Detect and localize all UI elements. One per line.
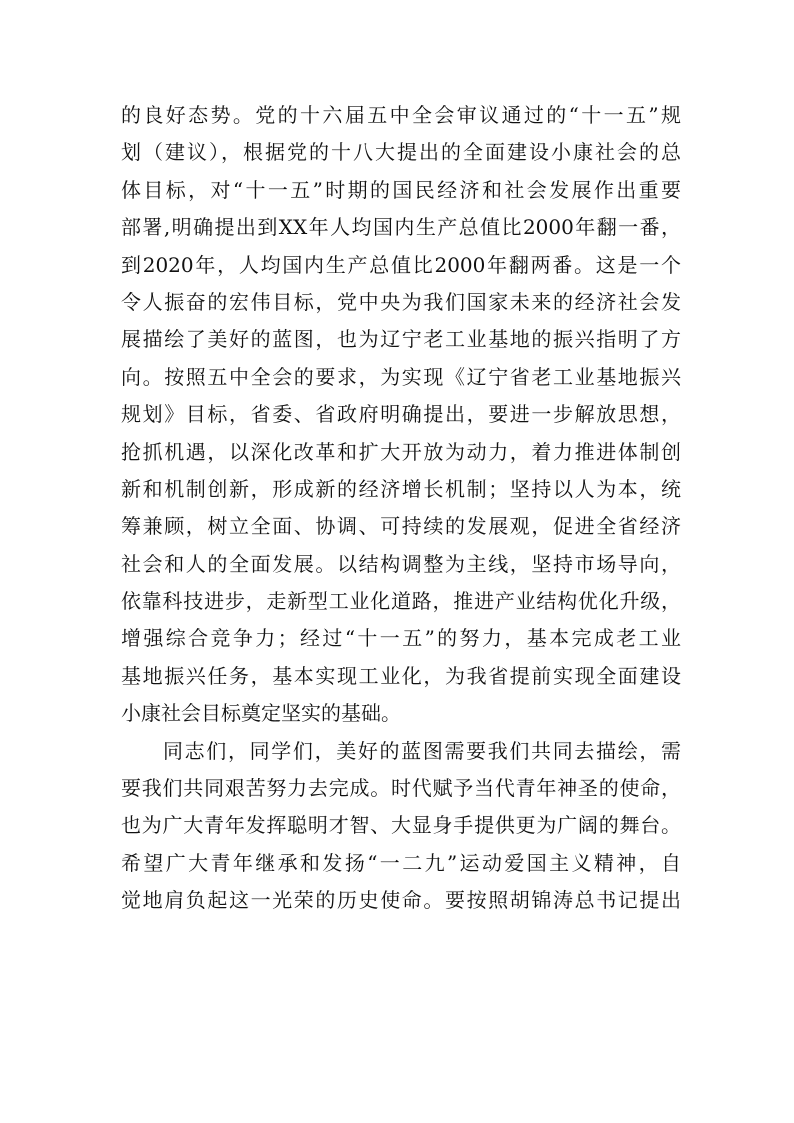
paragraph-2-line: 觉地肩负起这一光荣的历史使命。要按照胡锦涛总书记提出 — [121, 888, 681, 913]
paragraph-1-line: 基地振兴任务，基本实现工业化，为我省提前实现全面建设 — [121, 663, 681, 688]
paragraph-1-line: 展描绘了美好的蓝图，也为辽宁老工业基地的振兴指明了方 — [121, 327, 681, 352]
paragraph-1-line: 小康社会目标奠定坚实的基础。 — [121, 701, 401, 726]
paragraph-2-line: 同志们，同学们，美好的蓝图需要我们共同去描绘，需 — [163, 738, 681, 763]
paragraph-2-line: 希望广大青年继承和发扬“一二九”运动爱国主义精神，自 — [121, 850, 681, 875]
paragraph-1-line: 筹兼顾，树立全面、协调、可持续的发展观，促进全省经济 — [121, 514, 681, 539]
paragraph-1-line: 增强综合竞争力；经过“十一五”的努力，基本完成老工业 — [121, 626, 681, 651]
paragraph-1-line: 令人振奋的宏伟目标，党中央为我们国家未来的经济社会发 — [121, 289, 681, 314]
paragraph-1-line: 依靠科技进步，走新型工业化道路，推进产业结构优化升级， — [121, 589, 681, 614]
paragraph-1-line: 向。按照五中全会的要求，为实现《辽宁省老工业基地振兴 — [121, 364, 681, 389]
paragraph-2-line: 要我们共同艰苦努力去完成。时代赋予当代青年神圣的使命， — [121, 776, 681, 801]
paragraph-1-line: 体目标，对“十一五”时期的国民经济和社会发展作出重要 — [121, 177, 681, 202]
paragraph-1-line: 新和机制创新，形成新的经济增长机制；坚持以人为本，统 — [121, 476, 681, 501]
paragraph-2-line: 也为广大青年发挥聪明才智、大显身手提供更为广阔的舞台。 — [121, 813, 681, 838]
paragraph-1-line: 部署,明确提出到XX年人均国内生产总值比2000年翻一番， — [121, 215, 681, 240]
paragraph-1-line: 到2020年，人均国内生产总值比2000年翻两番。这是一个 — [121, 252, 681, 277]
paragraph-1-line: 的良好态势。党的十六届五中全会审议通过的“十一五”规 — [121, 103, 681, 127]
paragraph-1-line: 社会和人的全面发展。以结构调整为主线，坚持市场导向， — [121, 551, 681, 576]
paragraph-1-line: 划（建议），根据党的十八大提出的全面建设小康社会的总 — [121, 140, 681, 165]
paragraph-1-line: 抢抓机遇，以深化改革和扩大开放为动力，着力推进体制创 — [121, 439, 681, 464]
paragraph-1-line: 规划》目标，省委、省政府明确提出，要进一步解放思想， — [121, 402, 681, 427]
body-text — [121, 97, 681, 920]
